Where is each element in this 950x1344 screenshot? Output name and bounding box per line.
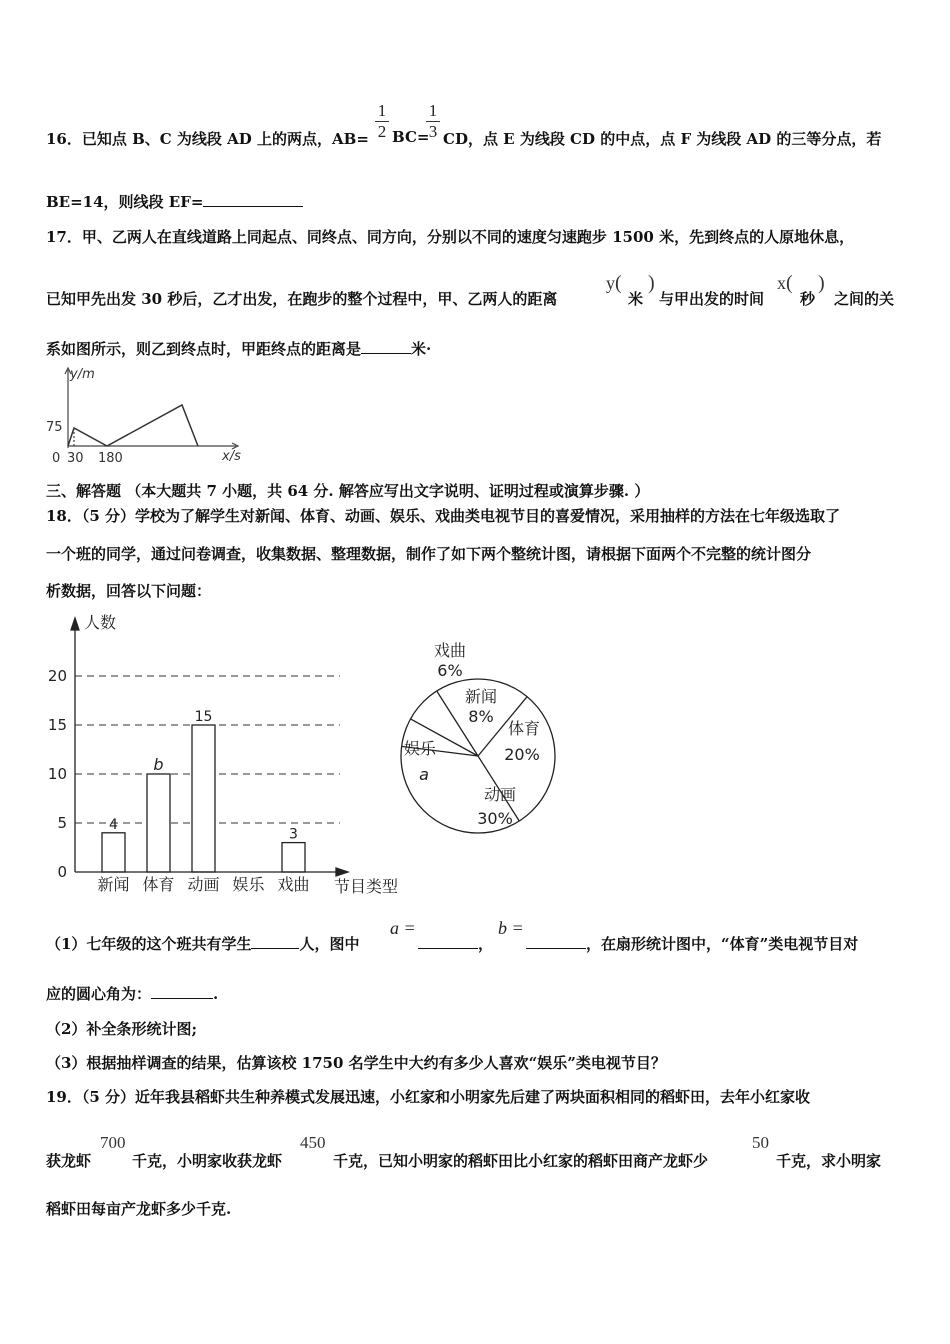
q18-line2: 一个班的同学，通过问卷调查，收集数据、整理数据，制作了如下两个整统计图，请根据下面两个不完整的统计图分 (46, 545, 812, 563)
q17-x-axis-label: x/s (222, 449, 241, 464)
q19-line1: 19．（5 分）近年我县稻虾共生种养模式发展迅速，小红家和小明家先后建了两块面积相同的稻虾田，去年小红家收 (46, 1088, 811, 1106)
bar-新闻 (102, 833, 125, 872)
q16-fraction-2: 1 3 (426, 102, 440, 141)
q16-line2: BE=14，则线段 EF= (46, 191, 303, 212)
bar-data-label-体育: b (153, 755, 164, 774)
q16-line1 (46, 128, 369, 149)
q18-line1: 18．（5 分）学校为了解学生对新闻、体育、动画、娱乐、戏曲类电视节目的喜爱情况，采用抽样的方法在七年级选取了 (46, 507, 841, 525)
q17-y-tick-75: 75 (46, 420, 63, 435)
x-category-label-新闻: 新闻 (97, 875, 130, 894)
q19-line2-b: 千克，小明家收获龙虾 (132, 1152, 283, 1170)
pie-label-新闻: 新闻 (464, 687, 498, 706)
pie-value-动画: 30% (477, 809, 513, 828)
q16-text-b: BC= (392, 128, 430, 146)
bar-chart-x-arrow (336, 868, 348, 876)
q19-number-450: 450 (300, 1133, 326, 1152)
bar-chart-bars (102, 725, 305, 872)
q17-y-axis-label: y/m (70, 367, 95, 382)
q17-distance-time-graph (40, 362, 250, 466)
pie-value-娱乐: a (419, 765, 429, 784)
pie-label-戏曲: 戏曲 (433, 641, 467, 660)
y-tick-label-5: 5 (57, 814, 67, 832)
q17-line1: 17．甲、乙两人在直线道路上同起点、同终点、同方向，分别以不同的速度匀速跑步 1500 米，先到终点的人原地休息， (46, 228, 855, 246)
q17-answer-blank[interactable] (361, 339, 411, 354)
q19-line3: 稻虾田每亩产龙虾多少千克. (46, 1200, 232, 1218)
pie-label-动画: 动画 (483, 785, 517, 804)
bar-体育 (147, 774, 170, 872)
q17-y-unit: 米 (628, 290, 644, 308)
q17-line3: 系如图所示，则乙到终点时，甲距终点的距离是 米· (46, 340, 432, 358)
q19-line2-d: 千克，求小明家 (776, 1152, 882, 1170)
q19-number-50: 50 (752, 1133, 769, 1152)
q17-origin-label: 0 (52, 451, 61, 466)
x-category-label-动画: 动画 (187, 875, 220, 894)
q17-line2: 已知甲先出发 30 秒后，乙才出发，在跑步的整个过程中，甲、乙两人的距离 (46, 290, 558, 308)
x-category-label-娱乐: 娱乐 (232, 875, 265, 894)
q16-text-a: 16．已知点 B、C 为线段 AD 上的两点，AB= (46, 130, 369, 148)
q18-sub3: （3）根据抽样调查的结果，估算该校 1750 名学生中大约有多少人喜欢“娱乐”类电视节目？ (46, 1054, 666, 1072)
pie-value-新闻: 8% (468, 707, 494, 726)
q17-y-expression: y( (606, 272, 622, 294)
q18-a-equals: a = (390, 918, 416, 938)
q18-a-blank[interactable] (418, 934, 478, 949)
x-category-label-戏曲: 戏曲 (277, 875, 310, 894)
section3-title: 三、解答题 （本大题共 7 小题，共 64 分. 解答应写出文字说明、证明过程或演算步骤. ） (46, 482, 650, 500)
q18-bar-chart (40, 608, 410, 900)
q17-x-tick-30: 30 (67, 451, 84, 466)
bar-chart-y-arrow (71, 618, 79, 630)
y-tick-label-10: 10 (47, 765, 67, 783)
q18-b-blank[interactable] (526, 934, 586, 949)
bar-data-label-新闻: 4 (109, 816, 118, 833)
q18-angle-blank[interactable] (151, 984, 213, 999)
q18-line3: 析数据，回答以下问题： (46, 582, 212, 600)
q16-answer-blank[interactable] (203, 192, 303, 207)
bar-chart-labels (48, 667, 310, 894)
q17-line2-c: 之间的关 (834, 290, 895, 308)
pie-value-戏曲: 6% (437, 661, 463, 680)
q17-x-tick-180: 180 (98, 451, 123, 466)
bar-戏曲 (282, 843, 305, 872)
q18-total-students-blank[interactable] (251, 934, 299, 949)
q19-line2-c: 千克，已知小明家的稻虾田比小红家的稻虾田商产龙虾少 (333, 1152, 709, 1170)
q16-fraction-1: 1 2 (375, 102, 389, 141)
q16-text-c: CD，点 E 为线段 CD 的中点，点 F 为线段 AD 的三等分点，若 (443, 130, 882, 148)
bar-data-label-动画: 15 (194, 709, 213, 725)
q17-y-close-paren: ) (648, 272, 655, 294)
q17-x-unit: 秒 (800, 290, 816, 308)
bar-chart-y-label: 人数 (84, 613, 117, 632)
x-category-label-体育: 体育 (142, 875, 175, 894)
bar-chart-x-label: 节目类型 (334, 877, 399, 896)
pie-label-娱乐: 娱乐 (403, 739, 437, 758)
q18-sub2: （2）补全条形统计图; (46, 1020, 197, 1038)
q18-pie-chart (395, 630, 570, 840)
q17-x-expression: x( (777, 272, 793, 294)
q17-line2-b: 与甲出发的时间 (659, 290, 765, 308)
q18-a-blank-wrap: ， (418, 933, 493, 954)
q18-sub1-line2: 应的圆心角为： . (46, 985, 219, 1003)
q18-b-blank-wrap: ，在扇形统计图中，“体育”类电视节目对 (526, 933, 858, 954)
y-tick-label-0: 0 (57, 863, 67, 881)
q17-graph-line (68, 405, 198, 446)
y-tick-label-20: 20 (47, 667, 67, 685)
q18-b-equals: b = (498, 918, 524, 938)
q18-sub1-line1: （1）七年级的这个班共有学生 人，图中 (46, 935, 360, 953)
q19-line2-a: 获龙虾 (46, 1152, 92, 1170)
bar-data-label-戏曲: 3 (289, 826, 298, 843)
q19-number-700: 700 (100, 1133, 126, 1152)
q17-x-close-paren: ) (818, 272, 825, 294)
pie-value-体育: 20% (504, 745, 540, 764)
pie-label-体育: 体育 (507, 719, 541, 738)
bar-动画 (192, 725, 215, 872)
y-tick-label-15: 15 (47, 716, 67, 734)
